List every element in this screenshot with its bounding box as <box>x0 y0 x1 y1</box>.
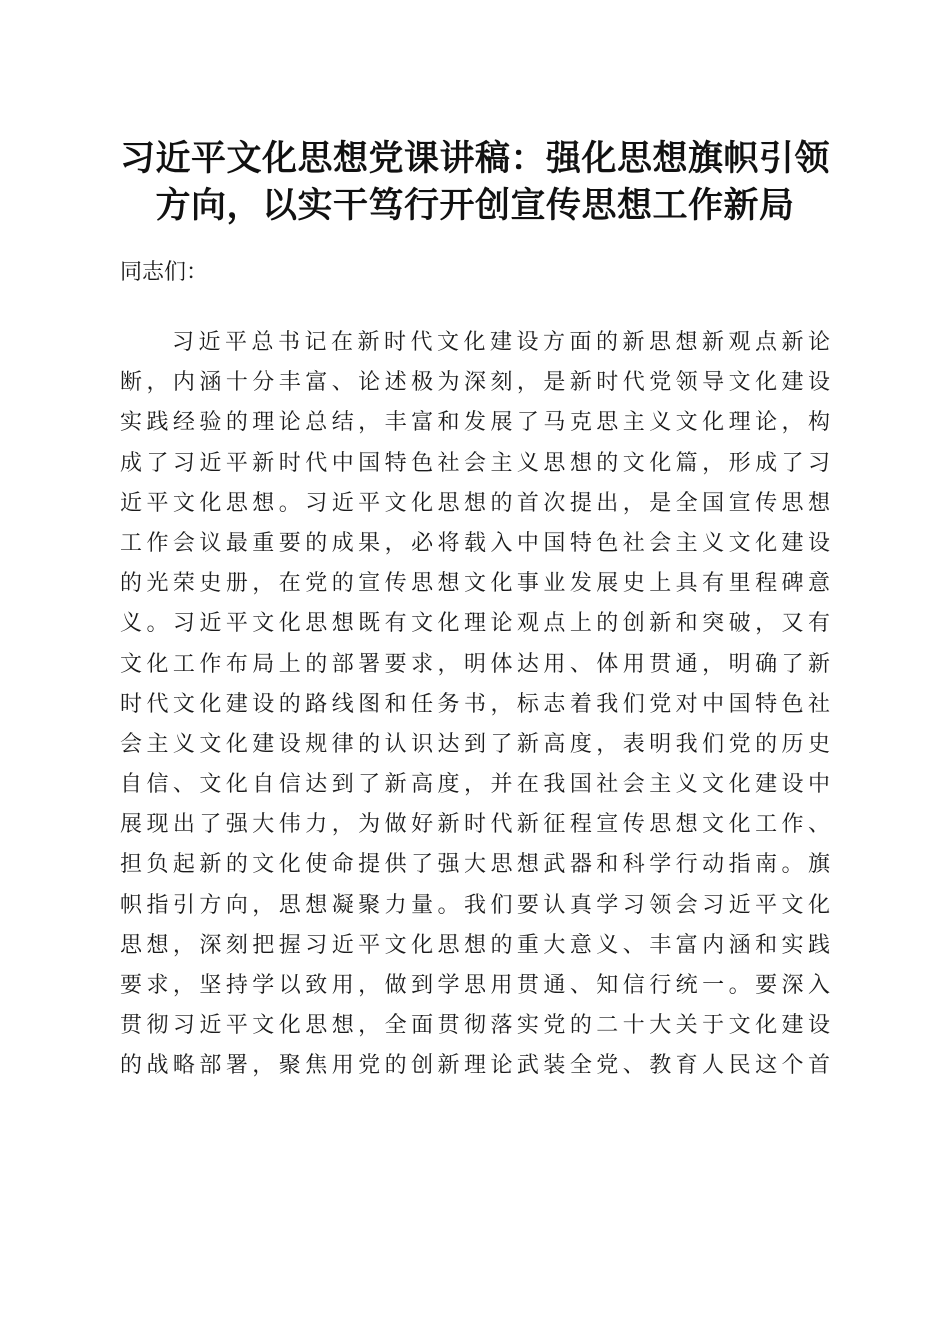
paragraph-line: 展现出了强大伟力，为做好新时代新征程宣传思想文化工作、 <box>120 812 830 838</box>
salutation: 同志们： <box>120 260 209 285</box>
paragraph-line: 思想，深刻把握习近平文化思想的重大意义、丰富内涵和实践 <box>120 932 830 958</box>
document-title <box>100 136 850 230</box>
body-paragraph <box>120 323 830 1087</box>
paragraph-line: 会主义文化建设规律的认识达到了新高度，表明我们党的历史 <box>120 731 830 757</box>
paragraph-line: 工作会议最重要的成果，必将载入中国特色社会主义文化建设 <box>120 530 830 556</box>
paragraph-line: 贯彻习近平文化思想，全面贯彻落实党的二十大关于文化建设 <box>120 1013 830 1039</box>
paragraph-line: 时代文化建设的路线图和任务书，标志着我们党对中国特色社 <box>120 691 830 717</box>
title-line: 方向，以实干笃行开创宣传思想工作新局 <box>155 186 795 226</box>
paragraph-line: 实践经验的理论总结，丰富和发展了马克思主义文化理论，构 <box>120 410 830 436</box>
paragraph-line: 近平文化思想。习近平文化思想的首次提出，是全国宣传思想 <box>120 490 830 516</box>
paragraph-line: 断，内涵十分丰富、论述极为深刻，是新时代党领导文化建设 <box>120 370 830 396</box>
paragraph-line: 自信、文化自信达到了新高度，并在我国社会主义文化建设中 <box>120 772 830 798</box>
paragraph-line: 要求，坚持学以致用，做到学思用贯通、知信行统一。要深入 <box>120 973 830 998</box>
paragraph-line: 的光荣史册，在党的宣传思想文化事业发展史上具有里程碑意 <box>120 571 830 597</box>
title-line: 习近平文化思想党课讲稿：强化思想旗帜引领 <box>119 139 830 179</box>
paragraph-line: 义。习近平文化思想既有文化理论观点上的创新和突破，又有 <box>120 611 830 637</box>
paragraph-line: 文化工作布局上的部署要求，明体达用、体用贯通，明确了新 <box>120 651 830 677</box>
paragraph-line: 帜指引方向，思想凝聚力量。我们要认真学习领会习近平文化 <box>120 892 830 918</box>
paragraph-line: 担负起新的文化使命提供了强大思想武器和科学行动指南。旗 <box>120 852 830 878</box>
paragraph-line: 的战略部署，聚焦用党的创新理论武装全党、教育人民这个首 <box>120 1053 830 1079</box>
paragraph-line: 习近平总书记在新时代文化建设方面的新思想新观点新论 <box>172 330 830 355</box>
paragraph-line: 成了习近平新时代中国特色社会主义思想的文化篇，形成了习 <box>120 450 830 476</box>
